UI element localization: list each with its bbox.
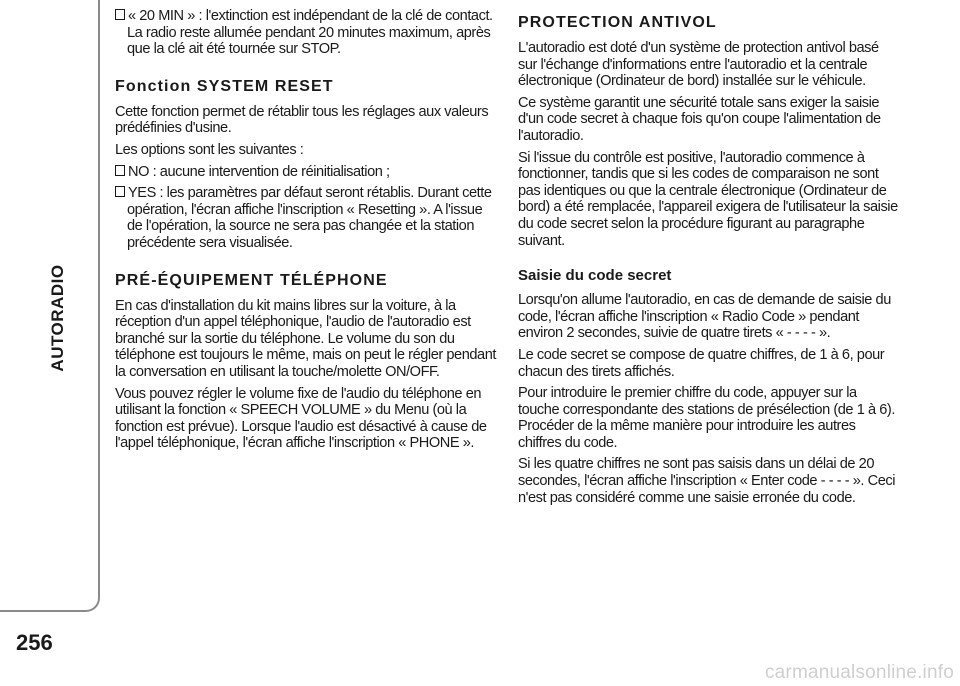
checkbox-bullet-icon xyxy=(115,186,125,197)
left-column xyxy=(115,8,497,457)
bullet-no: NO : aucune intervention de réinitialisation ; xyxy=(115,164,497,181)
paragraph: Lorsqu'on allume l'autoradio, en cas de demande de saisie du code, l'écran affiche l'inscription « Radio Code » pendant environ 2 secondes, suivie de quatre tirets « - - - - ». xyxy=(518,292,891,342)
side-tab xyxy=(0,0,100,612)
watermark: carmanualsonline.info xyxy=(764,662,954,683)
heading-code: Saisie du code secret xyxy=(518,267,672,285)
checkbox-bullet-icon xyxy=(115,165,125,176)
paragraph: Le code secret se compose de quatre chiffres, de 1 à 6, pour chacun des tirets affichés. xyxy=(518,346,885,380)
paragraph: Les options sont les suivantes : xyxy=(115,141,304,158)
heading-phone: PRÉ-ÉQUIPEMENT TÉLÉPHONE xyxy=(115,271,388,289)
paragraph: Pour introduire le premier chiffre du code, appuyer sur la touche correspondante des stations de présélection (de 1 à 6). Procéder de la même manière pour introduire les autres chiffres du code. xyxy=(518,385,895,451)
paragraph: Si l'issue du contrôle est positive, l'autoradio commence à fonctionner, tandis que si les codes de comparaison ne sont pas identiques ou que la centrale électronique (Ordinateur de bord) a été remplacée, l'appareil exigera de l'utilisateur la saisie du code secret selon la procédure figurant au paragraphe suivant. xyxy=(518,149,898,249)
heading-antitheft: PROTECTION ANTIVOL xyxy=(518,14,717,31)
paragraph: Ce système garantit une sécurité totale sans exiger la saisie d'un code secret à chaque fois qu'on coupe l'alimentation de l'autoradio. xyxy=(518,94,881,144)
heading-system-reset: Fonction SYSTEM RESET xyxy=(115,77,334,95)
right-column xyxy=(518,8,898,511)
paragraph: Si les quatre chiffres ne sont pas saisis dans un délai de 20 secondes, l'écran affiche l'inscription « Enter code - - - - ». Ceci n'est pas considéré comme une saisie erronée du code. xyxy=(518,456,896,506)
paragraph: En cas d'installation du kit mains libres sur la voiture, à la réception d'un appel téléphonique, l'audio de l'autoradio est branché sur la sortie du téléphone. Le volume du son du téléphone est toujours le même, mais on peut le régler pendant la conversation en utilisant la touche/molette ON/OFF. xyxy=(115,297,496,380)
paragraph: L'autoradio est doté d'un système de protection antivol basé sur l'échange d'informations entre l'autoradio et la centrale électronique (Ordinateur de bord) installée sur le véhicule. xyxy=(518,40,879,90)
bullet-yes: YES : les paramètres par défaut seront rétablis. Durant cette opération, l'écran affiche l'inscription « Resetting ». A l'issue de l'opération, la source ne sera pas changée et la station précédente sera visualisée. xyxy=(115,185,497,251)
page-number: 256 xyxy=(16,630,53,655)
paragraph: Cette fonction permet de rétablir tous les réglages aux valeurs prédéfinies d'usine. xyxy=(115,103,489,137)
checkbox-bullet-icon xyxy=(115,9,125,20)
bullet-20-min: « 20 MIN » : l'extinction est indépendant de la clé de contact. La radio reste allumée pendant 20 minutes maximum, après que la clé ait été tournée sur STOP. xyxy=(115,8,497,58)
paragraph: Vous pouvez régler le volume fixe de l'audio du téléphone en utilisant la fonction « SPEECH VOLUME » du Menu (où la fonction est prévue). Lorsque l'audio est désactivé à cause de l'appel téléphonique, l'écran affiche l'inscription « PHONE ». xyxy=(115,385,487,452)
section-label: AUTORADIO xyxy=(48,264,67,372)
